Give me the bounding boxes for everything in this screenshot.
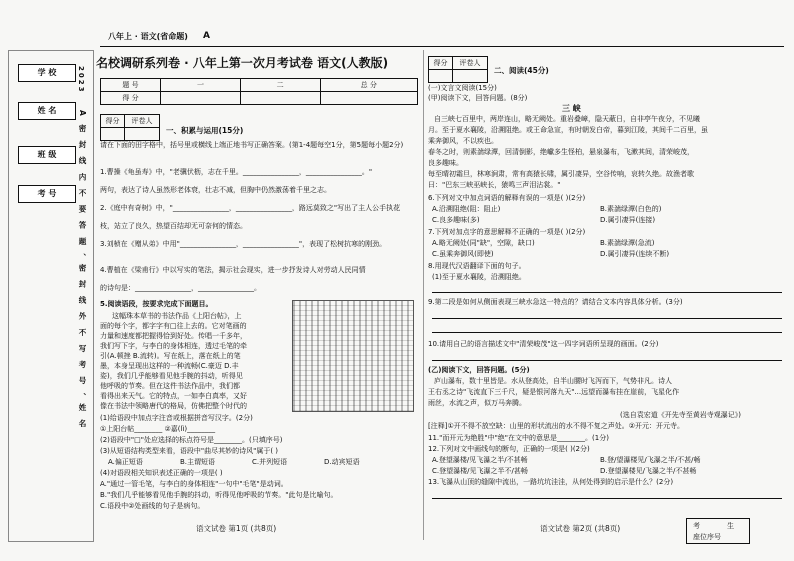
answer-line	[432, 292, 782, 293]
seal-label: 生	[727, 522, 734, 530]
passage-line: 他呼吸的节奏。但在这件书法作品中，我们都	[100, 382, 240, 390]
scorer-box-2	[428, 56, 488, 83]
option: C.并列短语	[252, 458, 288, 466]
passage-line: 引(A.顿挫 B.流转)。写在纸上，落在纸上的笔	[100, 352, 241, 360]
footer-right: 语文试卷 第2页 (共8页)	[540, 524, 621, 533]
school-label: 学 校	[18, 64, 76, 82]
question-12: 12.下列对文中画线句的断句，正确的一项是( )(2分)	[428, 445, 590, 453]
answer-line	[432, 332, 782, 333]
option: C.登望瀑楼/见飞瀑之半不/甚畅	[432, 467, 528, 475]
section1-intro: 请在下面的田字格中，括号里或横线上端正地书写正确答案。(第1-4题每空1分，第5题每小题2分)	[100, 141, 404, 149]
sealing-line-text: A 密 封 线 内 不 要 答 题 、密 封 线 外 不 写 考 号 、姓 名	[78, 110, 87, 430]
passage-line: 我们写下字，与李白的身体相连，透过毛笔的牵	[100, 342, 247, 350]
question-1: 1.曹操《龟虽寿》中，"老骥伏枥，志在千里。________________，________________。"	[100, 168, 373, 176]
question-9: 9.第二段是如何从侧面表现三峡水急这一特点的？请结合文本内容具体分析。(3分)	[428, 298, 683, 306]
score-table-header: 总 分	[320, 79, 417, 92]
option: A.登望瀑楼/见飞瀑之半/不甚畅	[432, 456, 528, 464]
score-table-header: 题 号	[101, 79, 161, 92]
option: A.沿溯阻绝(阻：阻止)	[432, 205, 501, 213]
score-table-header: 二	[240, 79, 320, 92]
sub-question-1a: ①上阳台帖________ ②嘉(lì)________	[100, 425, 216, 433]
scorer-cell[interactable]	[124, 128, 159, 141]
section2-sub-b: (乙)阅读下文，回答问题。(5分)	[428, 366, 530, 374]
exam-title: 名校调研系列卷 · 八年上第一次月考试卷 语文(人教版)	[96, 56, 389, 70]
header-top-left: 八年上 · 语文(省命题)	[108, 32, 188, 41]
header-top-left-mark: A	[203, 31, 210, 41]
section2-sub-a: (一)文言文阅读(15分)	[428, 84, 497, 92]
sidebar-year: 2023	[77, 66, 85, 94]
question-6: 6.下列对文中加点词语的解释有误的一项是( )(2分)	[428, 194, 586, 202]
seat-number-box	[686, 518, 750, 544]
question-4: 4.曹植在《梁甫行》中以写实的笔法，揭示社会现实，进一步抒发诗人对劳动人民同情	[100, 266, 366, 274]
scorer-reviewer-label: 评卷人	[452, 57, 487, 70]
question-7: 7.下列对加点字的意思解释不正确的一项是( )(2分)	[428, 228, 586, 236]
sub-question-2: (2)语段中"□"处应选择的标点符号是________。(只填序号)	[100, 436, 283, 444]
option: C.虽乘奔御风(即使)	[432, 250, 494, 258]
option: A.略无阙处(同"缺"，空隙，缺口)	[432, 239, 535, 247]
option: B.素湍绿潭(急流)	[600, 239, 655, 247]
section1-title: 一、积累与运用(15分)	[166, 126, 244, 135]
section2-sub-a1: (甲)阅读下文，回答问题。(8分)	[428, 94, 528, 102]
passage-b-source: (选自袁宏道《开先寺至黄岩寺观瀑记》)	[620, 411, 741, 419]
question-8a: (1)至于夏水襄陵，沿溯阻绝。	[432, 273, 526, 281]
section2-title: 二、阅读(45分)	[494, 66, 549, 75]
option: D.动宾短语	[324, 458, 360, 466]
option: C.良多趣味(多)	[432, 216, 480, 224]
question-2: 2.《庭中有奇树》中，"________________，________________，路远莫致之"写出了主人公手执花	[100, 204, 401, 212]
calligraphy-image	[292, 300, 414, 412]
scorer-score-label: 得分	[101, 115, 125, 128]
option: B.登/望瀑楼见/飞瀑之半/不甚/畅	[600, 456, 701, 464]
score-table-header: 一	[161, 79, 241, 92]
scorer-cell[interactable]	[101, 128, 125, 141]
passage-b-line: 庐山瀑布，数十里皆是。水从登高处，自半山腰时飞泻而下，气势非凡。诗人	[434, 377, 672, 385]
score-row-label: 得 分	[101, 92, 161, 105]
option: D.属引凄异(连接)	[600, 216, 656, 224]
passage-line: 墨，本身呈现出这样的一种流畅(C.豪迈 D.丰	[100, 362, 239, 370]
name-label: 姓 名	[18, 102, 76, 120]
passage-line: 力量和速度都把握得恰到好处。传唱一千多年，	[100, 332, 247, 340]
passage-line: 看得出来天气。它的特点，一如李白真率，又好	[100, 392, 247, 400]
poem-line: 乘奔御风，不以疾也。	[428, 137, 498, 145]
score-cell[interactable]	[161, 92, 241, 105]
passage-b-line: 雨丝，水流之声，似万马奔腾。	[428, 399, 526, 407]
annotation-note: [注释]①开不得不放空缺：山里的形状流出的水不得不复之声处。②开元：开元寺。	[428, 422, 685, 430]
poem-title: 三 峡	[562, 104, 581, 113]
poem-line: 月。至于夏水襄陵，沿溯阻绝。或王命急宣，有时朝发白帝，暮到江陵，其间千二百里，虽	[428, 126, 708, 134]
answer-line	[432, 318, 782, 319]
scorer-reviewer-label: 评卷人	[124, 115, 159, 128]
scorer-cell[interactable]	[452, 70, 487, 83]
scorer-cell[interactable]	[429, 70, 453, 83]
header-rule	[100, 46, 784, 47]
question-3: 3.刘桢在《赠从弟》中用"________________，________________"，表现了松树抗寒的刚劲。	[100, 240, 387, 248]
score-table	[100, 78, 418, 105]
passage-line: 面的每个字，都字字有□往上去的。它对笔画的	[100, 322, 247, 330]
scorer-box-1	[100, 114, 160, 141]
option: D.登望瀑楼见/飞瀑之半/不甚畅	[600, 467, 697, 475]
option: A."通过一管毛笔，与李白的身体相连"一句中"毛笔"是动词。	[100, 480, 288, 488]
class-label: 班 级	[18, 146, 76, 164]
answer-line	[432, 360, 782, 361]
poem-line: 良多趣味。	[428, 159, 463, 167]
question-5: 5.阅读语段，按要求完成下面题目。	[100, 300, 213, 308]
seal-label: 座位序号	[693, 533, 721, 541]
question-8: 8.用现代汉语翻译下面的句子。	[428, 262, 526, 270]
score-cell[interactable]	[240, 92, 320, 105]
poem-line: 春冬之时，则素湍绿潭，回清倒影，绝巘多生怪柏，悬泉瀑布，飞漱其间，清荣峻茂，	[428, 148, 694, 156]
option: A.偏正短语	[108, 458, 143, 466]
poem-line: 每至晴初霜旦，林寒涧肃，常有高猿长啸，属引凄异，空谷传响，哀转久绝。故渔者歌	[428, 170, 694, 178]
question-2b: 枝，站立了良久，热望百结却无可奈何的情态。	[100, 222, 247, 230]
score-cell[interactable]	[320, 92, 417, 105]
passage-line: 像在书法中领略唐代的格局，仿佛把整个时代的	[100, 402, 247, 410]
option: D.属引凄异(连续不断)	[600, 250, 670, 258]
passage-b-line: 王右丞之诗"飞流直下三千尺，疑是银河落九天"...远望而瀑布挂在崖前，飞星化作	[428, 388, 680, 396]
option: C.语段中②处画线的句子是病句。	[100, 502, 205, 510]
question-1b: 两句，表达了诗人虽然形老体衰，壮志不减，但胸中仍然激荡着千里之志。	[100, 186, 331, 194]
sub-question-4: (4)对语段相关知识表述正确的一项是( )	[100, 469, 223, 477]
poem-line: 曰："巴东三峡巫峡长，猿鸣三声泪沾裳。"	[428, 181, 561, 189]
footer-left: 语文试卷 第1页 (共8页)	[196, 524, 277, 533]
question-10: 10.请用自己的语言描述文中"清荣峻茂"这一四字词语所呈现的画面。(2分)	[428, 340, 659, 348]
passage-line: 姿)，我们几乎能够看见他手腕的抖动，听得见	[100, 372, 243, 380]
poem-line: 自三峡七百里中，两岸连山，略无阙处。重岩叠嶂，隐天蔽日，自非亭午夜分，不见曦	[434, 115, 700, 123]
question-11: 11."而开元为绝胜"中"绝"在文中的意思是________。(1分)	[428, 434, 609, 442]
exam-number-label: 考 号	[18, 185, 76, 203]
option: B.主谓短语	[180, 458, 216, 466]
seal-label: 考	[693, 522, 700, 530]
page-divider	[423, 50, 424, 540]
answer-line	[432, 498, 782, 499]
sub-question-1: (1)给语段中加点字注音或根据拼音写汉字。(2分)	[100, 414, 253, 422]
question-4b: 的诗句是：________________，________________。	[100, 284, 261, 292]
option: B.素湍绿潭(白色的)	[600, 205, 662, 213]
scorer-score-label: 得分	[429, 57, 453, 70]
option: B."我们几乎能够看见他手腕的抖动，听得见他呼吸的节奏。"此句是比喻句。	[100, 491, 338, 499]
sub-question-3: (3)从短语结构类型来看，语段中"曲尽其妙的诗风"属于( )	[100, 447, 279, 455]
passage-line: 这幅珠本草书的书法作品《上阳台帖》，上	[112, 312, 242, 320]
question-13: 13.飞瀑从山顶的缝隙中流出，一路坑坑洼洼，从何处得到的启示是什么？(2分)	[428, 478, 674, 486]
